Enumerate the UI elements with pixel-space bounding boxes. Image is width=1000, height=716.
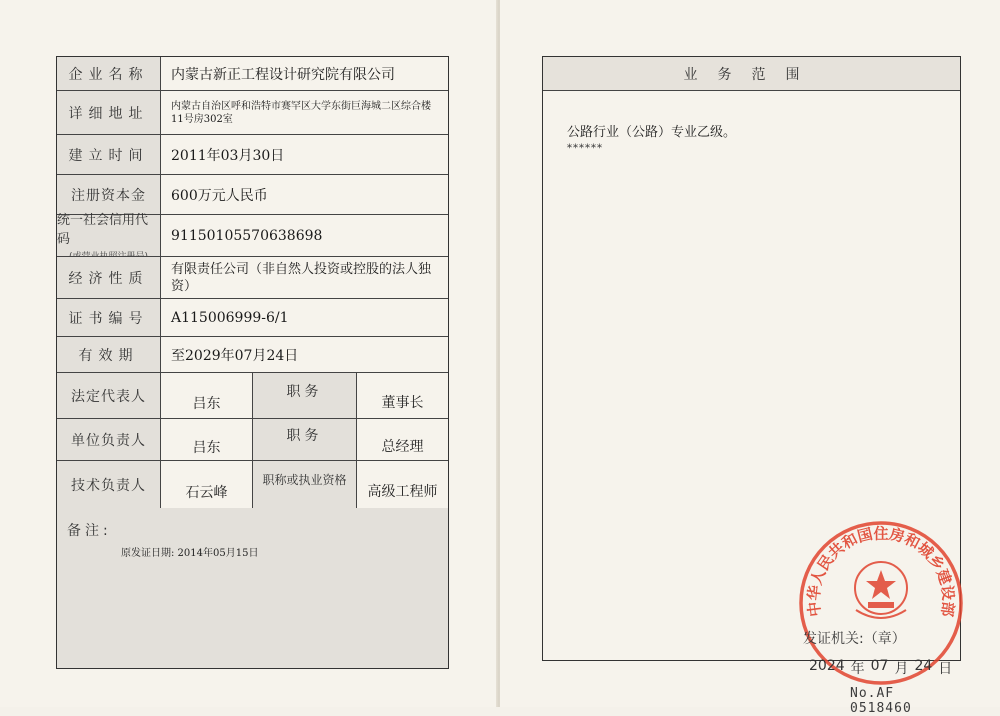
row-credit-code [57,215,448,257]
row-unit-head [57,419,448,461]
right-page [500,0,1000,716]
seal-text: 中华人民共和国住房和城乡建设部 [804,524,958,618]
role-label: 职务 [253,373,357,418]
row-tech-head [57,461,448,509]
role-label: 职务 [253,419,357,460]
address-value: 内蒙古自治区呼和浩特市赛罕区大学东街巨海城二区综合楼11号房302室 [171,100,431,125]
person-name: 吕东 [161,373,253,418]
issuing-authority: 发证机关:（章） [803,631,906,647]
row-label: 法定代表人 [57,373,161,418]
issue-month: 07 [870,658,889,674]
left-page [0,0,497,707]
role-label: 职称或执业资格 [253,461,357,508]
row-validity [57,337,448,373]
credit-code-label: 统一社会信用代码 [57,213,149,247]
scope-end-marker: ****** [567,143,603,154]
row-label: 有效期 [57,337,161,372]
person-name: 石云峰 [161,461,253,508]
row-label: 详细地址 [57,91,161,134]
row-address [57,91,448,135]
issue-date [809,658,952,678]
certificate-number-value: A115006999-6/1 [171,309,289,326]
issue-day: 24 [914,658,933,674]
economic-nature-value: 有限责任公司（非自然人投资或控股的法人独资） [171,261,432,294]
original-issue-date: 原发证日期: 2014年05月15日 [121,548,259,559]
row-label: 企业名称 [57,57,161,90]
serial-number: No.AF 0518460 [850,686,912,716]
business-scope-text: 公路行业（公路）专业乙级。 [567,125,737,140]
row-economic-nature [57,257,448,299]
role-value: 董事长 [381,394,424,411]
info-table [56,56,449,669]
capital-value: 600万元人民币 [171,187,268,204]
person-name: 吕东 [161,419,253,460]
row-label: 证书编号 [57,299,161,336]
notes-label: 备注: [67,523,112,539]
row-certificate-number [57,299,448,337]
issue-year: 2024 [809,658,845,674]
row-label: 经济性质 [57,257,161,298]
role-value: 总经理 [381,438,424,455]
role-value: 高级工程师 [367,483,438,500]
row-established [57,135,448,175]
notes-section [57,508,448,668]
national-emblem-icon [855,562,907,618]
day-unit: 日 [938,661,953,677]
validity-value: 至2029年07月24日 [171,347,299,364]
row-label: 技术负责人 [57,461,161,508]
year-unit: 年 [850,661,865,677]
established-value: 2011年03月30日 [171,147,285,164]
row-company-name [57,57,448,91]
row-label: 单位负责人 [57,419,161,460]
company-name-value: 内蒙古新正工程设计研究院有限公司 [171,66,395,83]
business-scope-box [542,56,961,716]
row-legal-rep [57,373,448,419]
month-unit: 月 [894,661,909,677]
row-label: 注册资本金 [57,175,161,214]
business-scope-header: 业务范围 [543,57,960,91]
row-label: 建立时间 [57,135,161,174]
row-label [57,215,161,256]
credit-code-value: 91150105570638698 [171,227,323,244]
